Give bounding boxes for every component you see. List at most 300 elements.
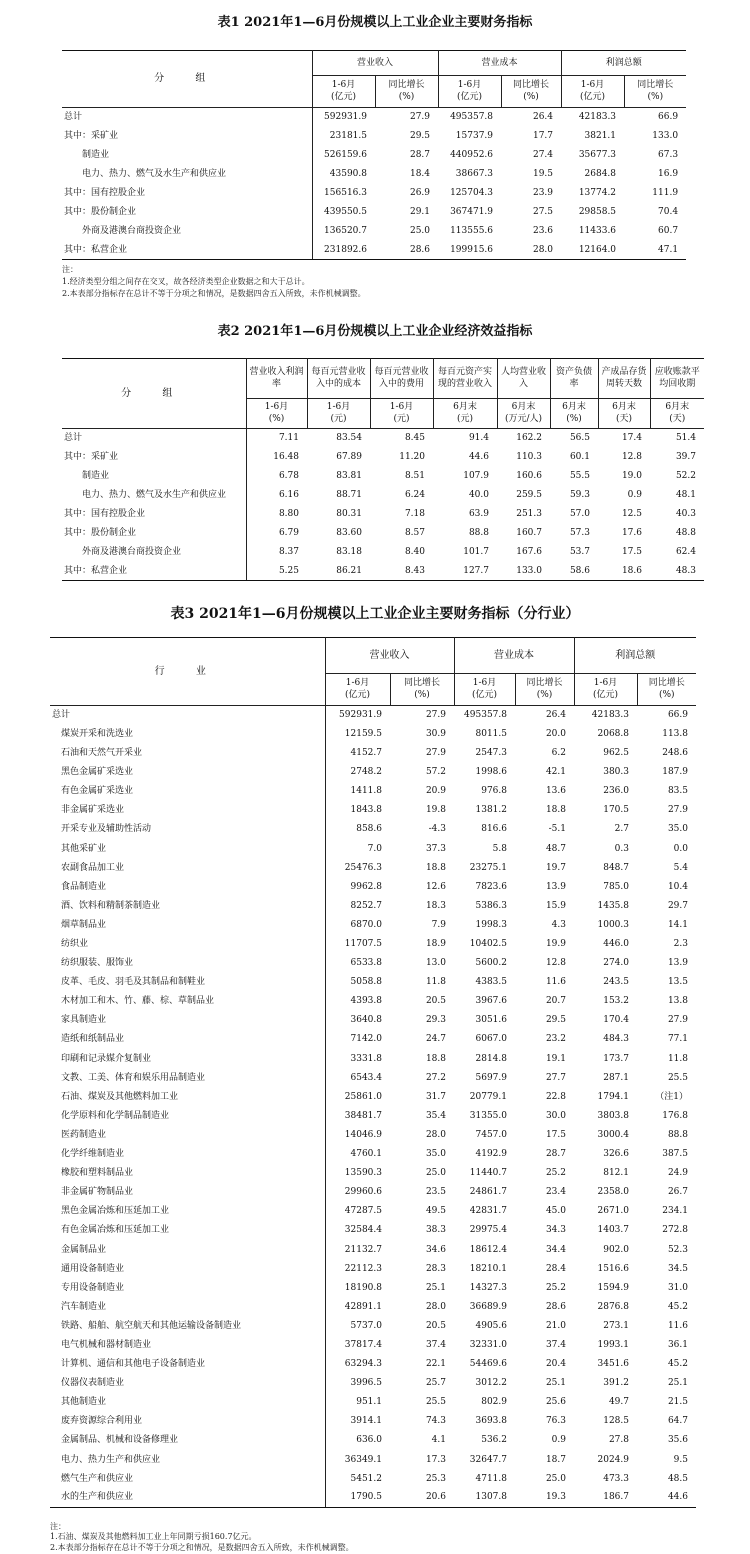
cell-value: 2358.0 [597, 1187, 629, 1198]
cell-value: 26.7 [667, 1187, 688, 1198]
cell-value: 387.5 [662, 1149, 688, 1160]
cell-value: 13.0 [425, 958, 446, 969]
cell-value: 446.0 [603, 939, 629, 949]
cell-value: 18.8 [545, 805, 566, 816]
cell-value: 4905.6 [475, 1320, 507, 1331]
cell-value: 22.1 [425, 1359, 446, 1370]
cell-value: 29.5 [409, 130, 431, 141]
cell-value: 34.6 [425, 1244, 446, 1255]
cell-value: 17.5 [621, 546, 642, 557]
cell-value: 380.3 [603, 767, 629, 778]
cell-value: 35.0 [425, 1149, 446, 1160]
cell-value: 47287.5 [344, 1206, 382, 1217]
cell-value: 86.21 [307, 562, 370, 581]
cell-value: 110.3 [516, 451, 542, 462]
revenue-header: 营业收入 [312, 51, 438, 76]
cell-value: 3821.1 [584, 130, 617, 141]
cell-value: 17.5 [545, 1129, 566, 1140]
table-row [50, 1393, 696, 1412]
row-label: 家具制造业 [50, 1011, 325, 1030]
cell-value: 29858.5 [578, 206, 617, 217]
column-subheader: 6月末 (%) [550, 399, 598, 429]
cell-value: 57.2 [425, 767, 446, 778]
row-label: 印刷和记录媒介复制业 [50, 1049, 325, 1068]
cell-value: 20.4 [545, 1359, 566, 1370]
table-row [50, 1087, 696, 1106]
cell-value: 21.0 [545, 1320, 566, 1331]
cell-value: 42183.3 [578, 112, 617, 123]
cell-value: 101.7 [463, 546, 489, 557]
cell-value: 35.0 [667, 824, 688, 835]
cell-value: 57.3 [569, 527, 590, 538]
table-row [50, 782, 696, 801]
cell-value: 20.6 [390, 1488, 454, 1507]
cell-value: 13590.3 [344, 1168, 382, 1179]
table-row [50, 763, 696, 782]
row-label: 石油和天然气开采业 [50, 744, 325, 763]
table-row [62, 184, 686, 203]
cell-value: 3996.5 [350, 1378, 382, 1389]
cell-value: 3000.4 [597, 1129, 629, 1140]
cell-value: 52.2 [675, 470, 696, 481]
cell-value: 473.3 [603, 1473, 629, 1484]
cell-value: 976.8 [481, 786, 507, 797]
cell-value: 22.8 [545, 1091, 566, 1102]
cell-value: 4760.1 [350, 1149, 382, 1160]
table-row [50, 1259, 696, 1278]
cell-value: 1411.8 [350, 786, 382, 797]
cost-header: 营业成本 [438, 51, 561, 76]
table1-title: 表1 2021年1—6月份规模以上工业企业主要财务指标 [217, 15, 533, 30]
cell-value: 25.2 [545, 1282, 566, 1293]
table-row [50, 896, 696, 915]
subheader-yoy: 同比增长 (%) [501, 76, 561, 108]
cell-value: 4152.7 [350, 748, 382, 759]
table-row [50, 1336, 696, 1355]
cell-value: 6.78 [278, 470, 299, 481]
table-row [62, 467, 704, 486]
cell-value: 7.0 [367, 843, 382, 854]
cell-value: 26.9 [409, 187, 431, 198]
row-label: 木材加工和木、竹、藤、棕、草制品业 [50, 992, 325, 1011]
subheader-yoy: 同比增长 (%) [515, 674, 574, 706]
cell-value: 35.6 [667, 1435, 688, 1446]
table-row [62, 203, 686, 222]
row-label: 食品制造业 [50, 877, 325, 896]
cell-value: 8.80 [278, 508, 299, 519]
table3-note-1: 1.石油、煤炭及其他燃料加工业上年同期亏损160.7亿元。 [50, 1532, 257, 1541]
cell-value: 495357.8 [450, 112, 494, 123]
cell-value: 25476.3 [344, 862, 382, 873]
table-row [50, 1068, 696, 1087]
table-row [50, 992, 696, 1011]
table-row [62, 429, 704, 448]
cell-value: 19.8 [425, 805, 446, 816]
table-row [50, 1469, 696, 1488]
cell-value: 6.16 [278, 489, 299, 500]
cell-value: 9962.8 [350, 881, 382, 892]
cell-value: 18190.8 [344, 1282, 382, 1293]
cell-value: 19.5 [532, 168, 554, 179]
column-header: 每百元资产实现的营业收入 [433, 359, 497, 399]
subheader-yoy: 同比增长 (%) [637, 674, 696, 706]
column-subheader: 1-6月 (元) [307, 399, 370, 429]
cell-value: 23.6 [532, 225, 554, 236]
cell-value: 53.7 [569, 546, 590, 557]
cell-value: 274.0 [603, 958, 629, 969]
cell-value: 11.8 [667, 1053, 688, 1064]
column-subheader: 6月末 (元) [433, 399, 497, 429]
cell-value: 20.5 [425, 996, 446, 1007]
cell-value: 27.2 [425, 1072, 446, 1083]
cell-value: 8.37 [278, 546, 299, 557]
table3-title: 表3 2021年1—6月份规模以上工业企业主要财务指标（分行业） [170, 606, 580, 622]
cell-value: 32331.0 [469, 1339, 507, 1350]
cell-value: 48.8 [675, 527, 696, 538]
cell-value: 440952.6 [450, 149, 494, 160]
cell-value: 251.3 [516, 508, 542, 519]
cell-value: 88.8 [667, 1129, 688, 1140]
cell-value: 592931.9 [324, 112, 367, 123]
cell-value: 2671.0 [597, 1206, 629, 1217]
cell-value: 77.1 [667, 1034, 688, 1045]
table1-note-2: 2.本表部分指标存在总计不等于分项之和情况，是数据四舍五入所致，未作机械调整。 [62, 289, 366, 298]
cell-value: 2068.8 [597, 728, 629, 739]
profit-header: 利润总额 [561, 51, 686, 76]
table-row [50, 1412, 696, 1431]
column-header: 人均营业收入 [497, 359, 550, 399]
row-label: 有色金属冶炼和压延加工业 [50, 1221, 325, 1240]
column-subheader: 6月末 (万元/人) [497, 399, 550, 429]
row-label: 农副食品加工业 [50, 858, 325, 877]
cell-value: 3051.6 [475, 1015, 507, 1026]
table-row [62, 448, 704, 467]
row-label: 开采专业及辅助性活动 [50, 820, 325, 839]
table-row [50, 820, 696, 839]
row-label: 通用设备制造业 [50, 1259, 325, 1278]
cell-value: 27.7 [545, 1072, 566, 1083]
cell-value: 111.9 [652, 187, 679, 198]
cell-value: 2748.2 [350, 767, 382, 778]
cell-value: 234.1 [662, 1206, 688, 1217]
cell-value: 30.0 [545, 1110, 566, 1121]
cell-value: 12.5 [621, 508, 642, 519]
row-label: 其中：国有控股企业 [62, 184, 312, 203]
cell-value: 3451.6 [597, 1359, 629, 1370]
table-row [50, 1488, 696, 1507]
table-row [50, 1183, 696, 1202]
row-label: 橡胶和塑料制品业 [50, 1164, 325, 1183]
subheader-value: 1-6月 (亿元) [312, 76, 375, 108]
row-label: 纺织服装、服饰业 [50, 954, 325, 973]
cell-value: 2.7 [614, 824, 629, 835]
cell-value: 83.18 [336, 546, 362, 557]
cell-value: 2547.3 [475, 748, 507, 759]
cell-value: 38667.3 [455, 168, 494, 179]
cell-value: 4711.8 [475, 1473, 507, 1484]
cell-value: 1998.6 [475, 767, 507, 778]
cell-value: 162.2 [516, 433, 542, 444]
cell-value: 7823.6 [475, 881, 507, 892]
cell-value: 273.1 [603, 1320, 629, 1331]
cell-value: 29.7 [667, 900, 688, 911]
cell-value: 173.7 [603, 1053, 629, 1064]
column-subheader: 1-6月 (元) [370, 399, 433, 429]
cell-value: 5697.9 [475, 1072, 507, 1083]
cell-value: 1843.8 [350, 805, 382, 816]
row-label: 金属制品业 [50, 1240, 325, 1259]
cell-value: 8.43 [370, 562, 433, 581]
cell-value: 6.79 [278, 527, 299, 538]
row-label: 燃气生产和供应业 [50, 1469, 325, 1488]
table-row [50, 1030, 696, 1049]
cell-value: 6.24 [404, 489, 425, 500]
cell-value: 47.1 [624, 241, 686, 260]
cell-value: 36.1 [667, 1339, 688, 1350]
cell-value: 16.48 [273, 451, 299, 462]
cell-value: 29.3 [425, 1015, 446, 1026]
table-row [50, 1126, 696, 1145]
cell-value: 6.2 [551, 748, 566, 759]
cell-value: 6870.0 [350, 919, 382, 930]
table-row [62, 486, 704, 505]
cell-value: 11.6 [667, 1320, 688, 1331]
row-label: 电力、热力、燃气及水生产和供应业 [62, 486, 246, 505]
cell-value: 49.5 [425, 1206, 446, 1217]
column-subheader: 6月末 (天) [650, 399, 704, 429]
cell-value: 31.7 [425, 1091, 446, 1102]
cell-value: 36689.9 [469, 1301, 507, 1312]
cell-value: 17.3 [425, 1454, 446, 1465]
cell-value: 3331.8 [350, 1053, 382, 1064]
row-label: 金属制品、机械和设备修理业 [50, 1431, 325, 1450]
table1 [62, 50, 686, 260]
cell-value: 26.4 [545, 710, 566, 721]
cell-value: 3914.1 [350, 1416, 382, 1427]
cell-value: 176.8 [662, 1110, 688, 1121]
table-row [50, 877, 696, 896]
row-label: 其中：采矿业 [62, 127, 312, 146]
cell-value: 4393.8 [350, 996, 382, 1007]
cell-value: 27.4 [532, 149, 554, 160]
table-row [50, 1011, 696, 1030]
cell-value: 25.5 [667, 1072, 688, 1083]
row-label: 总计 [62, 429, 246, 448]
cell-value: 3693.8 [475, 1416, 507, 1427]
cell-value: 23.2 [545, 1034, 566, 1045]
cell-value: 18210.1 [469, 1263, 507, 1274]
row-label: 电力、热力生产和供应业 [50, 1450, 325, 1469]
cell-value: 26.4 [532, 112, 554, 123]
cell-value: 56.5 [569, 433, 590, 444]
cell-value: 15737.9 [455, 130, 494, 141]
row-label: 非金属矿物制品业 [50, 1183, 325, 1202]
cell-value: 17.4 [621, 433, 642, 444]
cell-value: 7457.0 [475, 1129, 507, 1140]
row-label: 烟草制品业 [50, 916, 325, 935]
cell-value: 536.2 [481, 1435, 507, 1446]
cell-value: 25.1 [667, 1378, 688, 1389]
cell-value: 63294.3 [344, 1359, 382, 1370]
profit-header: 利润总额 [574, 638, 696, 674]
cell-value: 51.4 [675, 433, 696, 444]
cell-value: 31355.0 [469, 1110, 507, 1121]
subheader-value: 1-6月 (亿元) [325, 674, 390, 706]
column-header: 每百元营业收入中的费用 [370, 359, 433, 399]
cell-value: 18.4 [409, 168, 431, 179]
column-subheader: 6月末 (天) [598, 399, 650, 429]
cell-value: 54469.6 [469, 1359, 507, 1370]
cell-value: 19.3 [515, 1488, 574, 1507]
row-label: 其他制造业 [50, 1393, 325, 1412]
cell-value: 4192.9 [475, 1149, 507, 1160]
column-header: 营业收入利润率 [246, 359, 307, 399]
row-label: 制造业 [62, 467, 246, 486]
cell-value: 28.0 [425, 1129, 446, 1140]
cell-value: 37817.4 [344, 1339, 382, 1350]
subheader-yoy: 同比增长 (%) [390, 674, 454, 706]
cell-value: 18.8 [425, 1053, 446, 1064]
cell-value: 11707.5 [344, 939, 382, 949]
cell-value: 1381.2 [475, 805, 507, 816]
row-label: 其中：采矿业 [62, 448, 246, 467]
cell-value: 25.6 [545, 1397, 566, 1408]
cell-value: 18612.4 [469, 1244, 507, 1255]
table2 [62, 358, 704, 581]
table-row [50, 1106, 696, 1125]
cell-value: 7.11 [278, 433, 299, 444]
cell-value: 28.4 [545, 1263, 566, 1274]
cell-value: 1790.5 [325, 1488, 390, 1507]
table-row [50, 1145, 696, 1164]
cell-value: 38.3 [425, 1225, 446, 1236]
table-row [62, 127, 686, 146]
cell-value: 1594.9 [597, 1282, 629, 1293]
row-label: 其中：国有控股企业 [62, 505, 246, 524]
cell-value: 287.1 [603, 1072, 629, 1083]
cell-value: 6533.8 [350, 958, 382, 969]
cell-value: 1993.1 [597, 1339, 629, 1350]
cell-value: 42891.1 [344, 1301, 382, 1312]
cell-value: 55.5 [569, 470, 590, 481]
row-label: 电力、热力、燃气及水生产和供应业 [62, 165, 312, 184]
cell-value: 170.4 [603, 1015, 629, 1026]
table-row [50, 725, 696, 744]
cell-value: 1516.6 [597, 1263, 629, 1274]
cell-value: 35.4 [425, 1110, 446, 1121]
cell-value: -4.3 [428, 824, 446, 835]
cell-value: 32584.4 [344, 1225, 382, 1236]
cell-value: 167.6 [516, 546, 542, 557]
cell-value: 6067.0 [475, 1034, 507, 1045]
cell-value: 951.1 [356, 1397, 382, 1408]
cell-value: 858.6 [356, 824, 382, 835]
row-label: 其中：私营企业 [62, 562, 246, 581]
cell-value: 49.7 [608, 1397, 629, 1408]
cell-value: 3012.2 [475, 1378, 507, 1389]
cell-value: 45.0 [545, 1206, 566, 1217]
subheader-yoy: 同比增长 (%) [624, 76, 686, 108]
cell-value: 5058.8 [350, 977, 382, 988]
row-label: 酒、饮料和精制茶制造业 [50, 896, 325, 915]
table-row [62, 543, 704, 562]
cell-value: 62.4 [675, 546, 696, 557]
table-row [50, 801, 696, 820]
cell-value: 59.3 [569, 489, 590, 500]
cell-value: 5451.2 [350, 1473, 382, 1484]
cell-value: 45.2 [667, 1301, 688, 1312]
cell-value: 83.81 [336, 470, 362, 481]
cell-value: 91.4 [468, 433, 489, 444]
cell-value: 18.6 [598, 562, 650, 581]
cell-value: 802.9 [481, 1397, 507, 1408]
cell-value: 125704.3 [450, 187, 494, 198]
cell-value: 7142.0 [350, 1034, 382, 1045]
cell-value: 88.8 [468, 527, 489, 538]
cell-value: 133.0 [497, 562, 550, 581]
subheader-value: 1-6月 (亿元) [574, 674, 637, 706]
cell-value: 136520.7 [324, 225, 367, 236]
row-label: 医药制造业 [50, 1126, 325, 1145]
cell-value: 44.6 [468, 451, 489, 462]
cell-value: 186.7 [574, 1488, 637, 1507]
cell-value: 160.6 [516, 470, 542, 481]
cell-value: 40.3 [675, 508, 696, 519]
cell-value: 64.7 [667, 1416, 688, 1427]
cell-value: 7.18 [404, 508, 425, 519]
cell-value: 24.7 [425, 1034, 446, 1045]
row-label: 有色金属矿采选业 [50, 782, 325, 801]
row-label: 制造业 [62, 146, 312, 165]
industry-header: 行 业 [50, 638, 325, 706]
cell-value: 12.8 [545, 958, 566, 969]
cell-value: 2024.9 [597, 1454, 629, 1465]
cell-value: 24.9 [667, 1168, 688, 1179]
cell-value: 34.3 [545, 1225, 566, 1236]
table-row [62, 146, 686, 165]
cell-value: 113555.6 [450, 225, 494, 236]
row-label: 化学原料和化学制品制造业 [50, 1106, 325, 1125]
cell-value: 32647.7 [469, 1454, 507, 1465]
cell-value: 20779.1 [469, 1091, 507, 1102]
row-label: 黑色金属矿采选业 [50, 763, 325, 782]
cell-value: 848.7 [603, 862, 629, 873]
group-header: 分 组 [62, 359, 246, 429]
column-header: 产成品存货周转天数 [598, 359, 650, 399]
cell-value: 28.0 [501, 241, 561, 260]
cell-value: 13774.2 [578, 187, 617, 198]
table1-note-1: 1.经济类型分组之间存在交叉，故各经济类型企业数据之和大于总计。 [62, 277, 310, 286]
cell-value: 199915.6 [438, 241, 501, 260]
row-label: 外商及港澳台商投资企业 [62, 222, 312, 241]
row-label: 铁路、船舶、航空航天和其他运输设备制造业 [50, 1317, 325, 1336]
cell-value: 14046.9 [344, 1129, 382, 1140]
row-label: 其中：股份制企业 [62, 524, 246, 543]
cell-value: 28.7 [409, 149, 431, 160]
cell-value: 25861.0 [344, 1091, 382, 1102]
row-label: 黑色金属冶炼和压延加工业 [50, 1202, 325, 1221]
cell-value: 526159.6 [324, 149, 367, 160]
cell-value: 83.5 [667, 786, 688, 797]
cell-value: 5737.0 [350, 1320, 382, 1331]
cell-value: 35677.3 [578, 149, 617, 160]
cell-value: 272.8 [662, 1225, 688, 1236]
cell-value: 13.8 [667, 996, 688, 1007]
cell-value: 80.31 [336, 508, 362, 519]
cell-value: 0.3 [614, 843, 629, 854]
cell-value: 57.0 [569, 508, 590, 519]
table-row [50, 1202, 696, 1221]
